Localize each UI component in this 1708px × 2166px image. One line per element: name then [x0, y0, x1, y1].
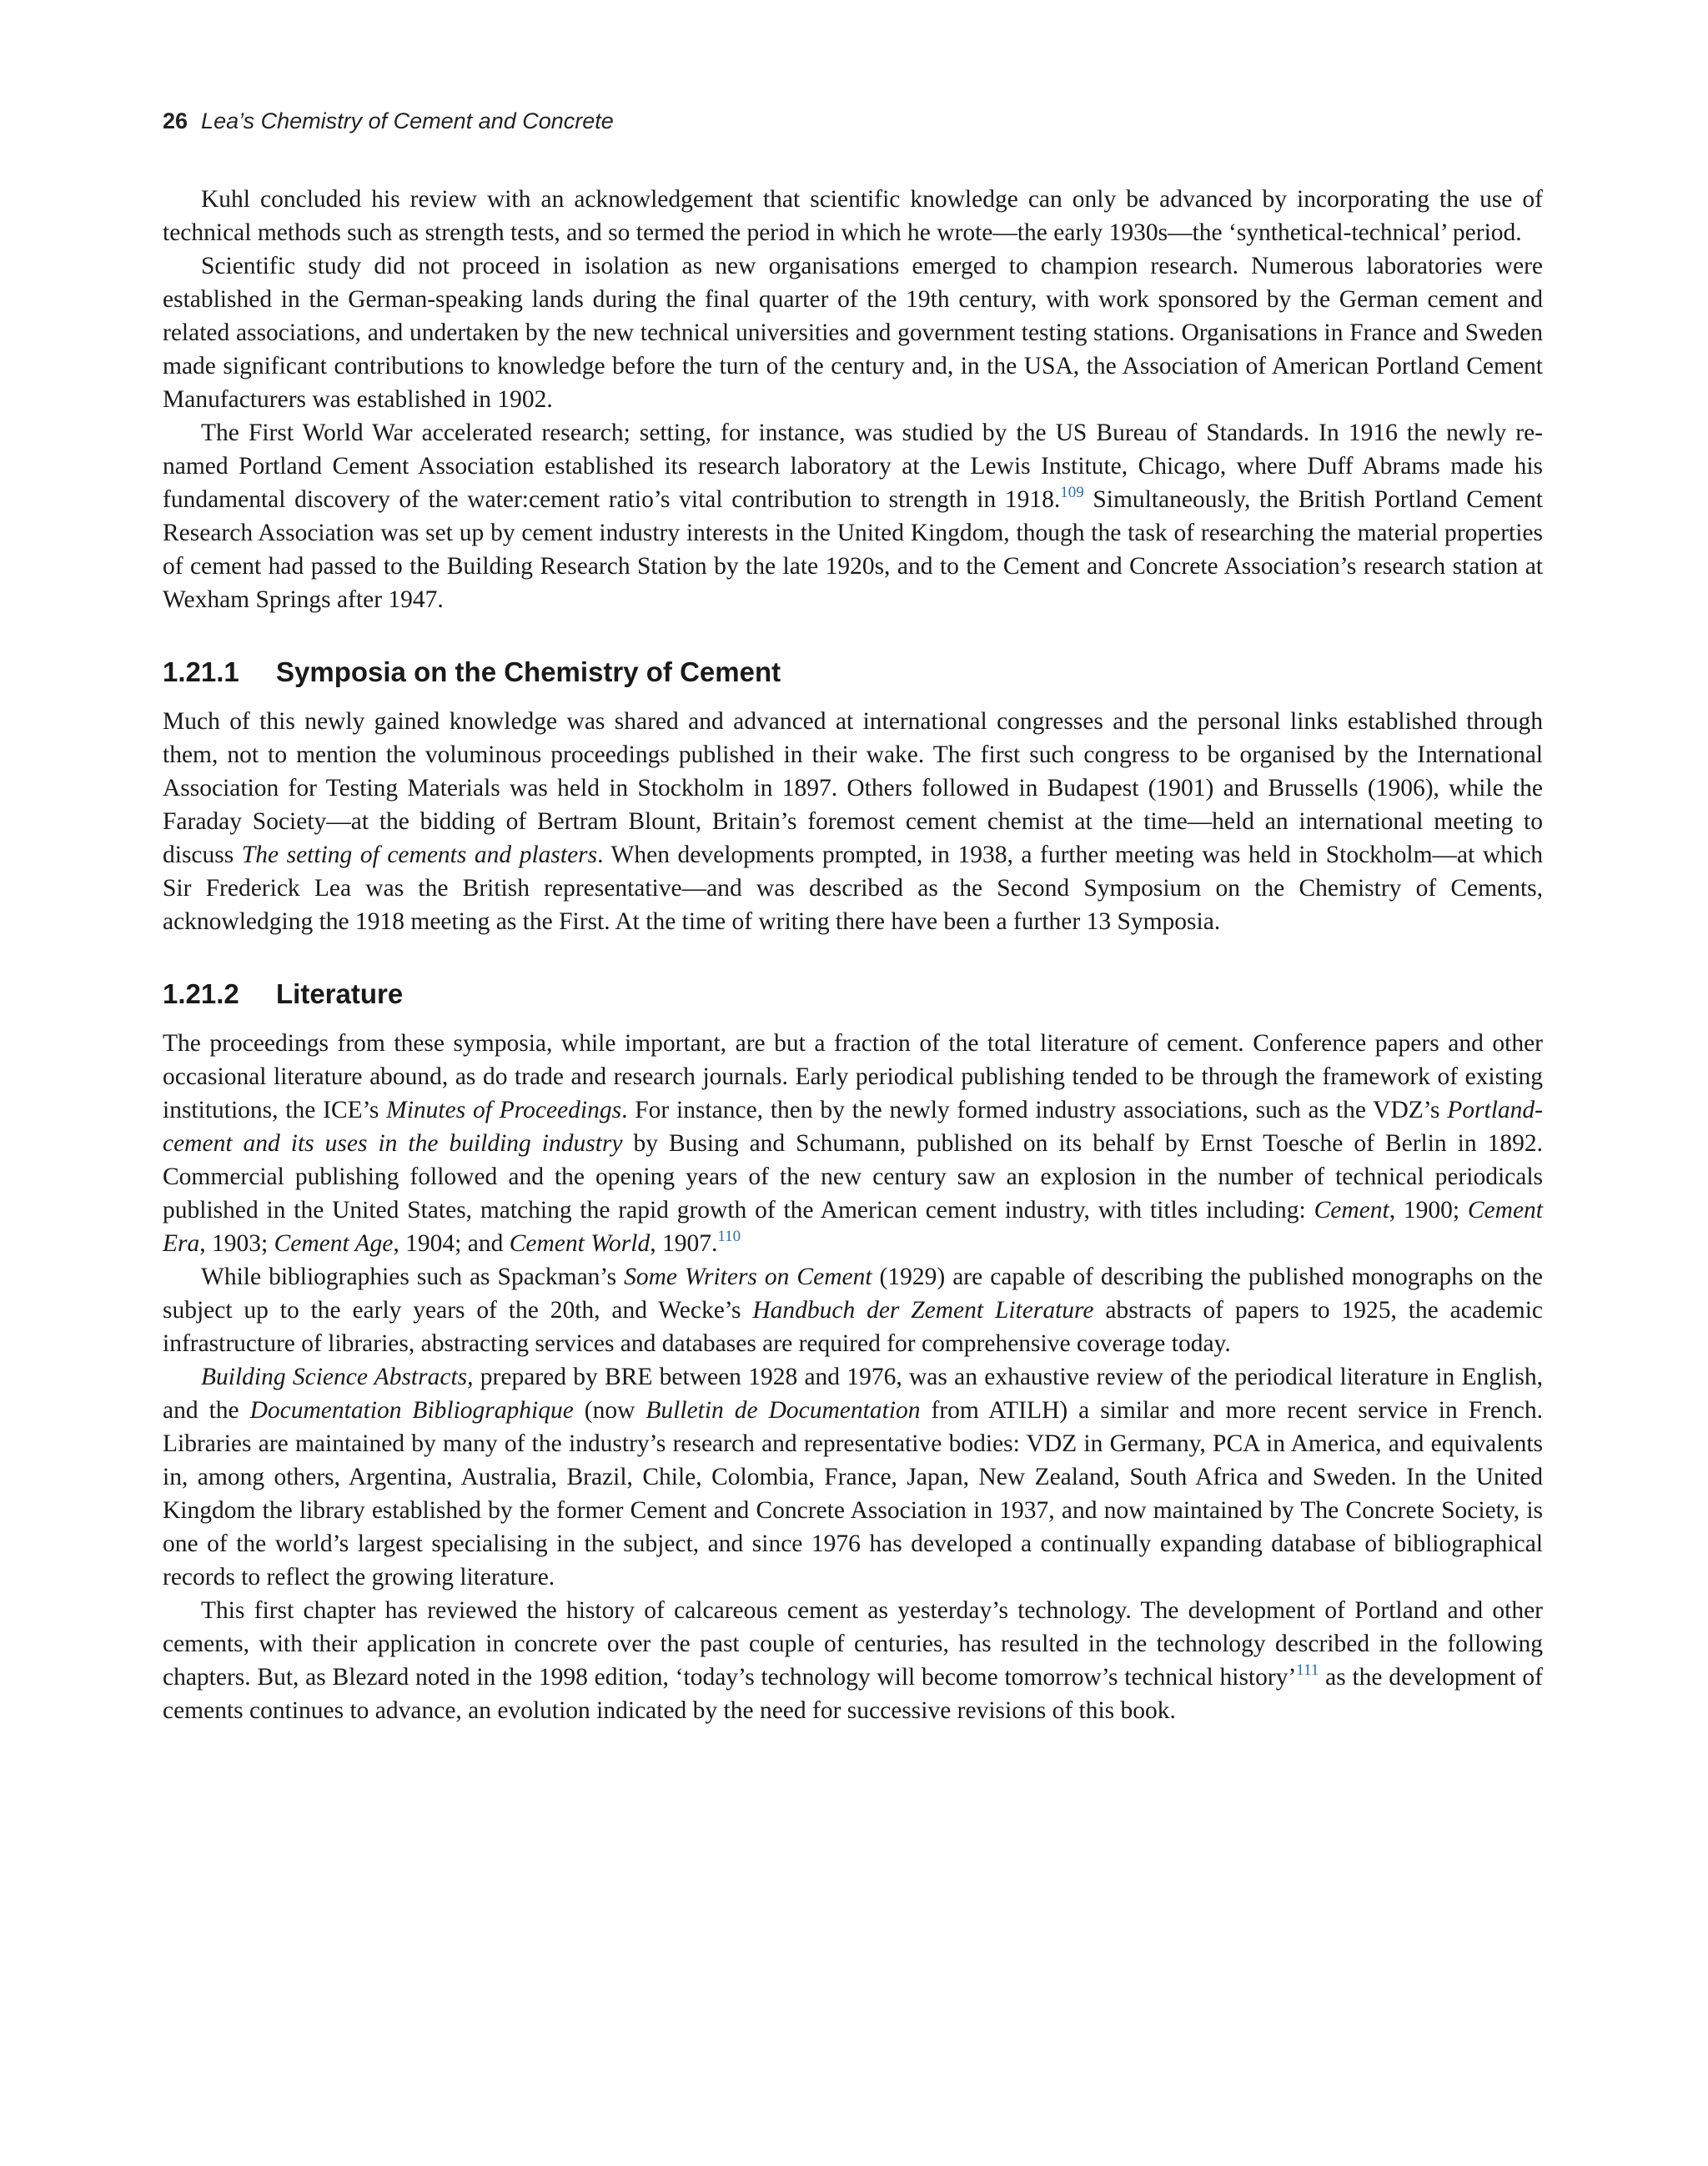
paragraph: Scientific study did not proceed in isolation as new organisations emerged to champion research. Numerous laboratories were established in the German-speaking lands during the final quarter of the 19th century, with work sponsored by the German cement and related associations, and undertaken by the new technical universities and government testing stations. Organisations in France and Sweden made significant contributions to knowledge before the turn of the century and, in the USA, the Association of American Portland Cement Manufacturers was established in 1902.	[163, 253, 1543, 413]
section-title: Symposia on the Chemistry of Cement	[276, 656, 781, 687]
paragraph: Much of this newly gained knowledge was shared and advanced at international congresses and the personal links established through them, not to mention the voluminous proceedings published in their wake. The first such congress to be organised by the International Association for Testing Materials was held in Stockholm in 1897. Others followed in Budapest (1901) and Brussells (1906), while the Faraday Society—at the bidding of Bertram Blount, Britain’s foremost cement chemist at the time—held an international meeting to discuss The setting of cements and plasters. When developments prompted, in 1938, a further meeting was held in Stockholm—at which Sir Frederick Lea was the British representative—and was described as the Second Symposium on the Chemistry of Cements, acknowledging the 1918 meeting as the First. At the time of writing there have been a further 13 Symposia.	[163, 708, 1543, 935]
page-number: 26	[163, 108, 188, 133]
section-title: Literature	[276, 978, 404, 1009]
paragraph: The First World War accelerated research; setting, for instance, was studied by the US Bureau of Standards. In 1916 the newly re-named Portland Cement Association established its research laboratory at the Lewis Institute, Chicago, where Duff Abrams made his fundamental discovery of the water:cement ratio’s vital contribution to strength in 1918.$^{109}$ Simultaneously, the British Portland Cement Research Association was set up by cement industry interests in the United Kingdom, though the task of researching the material properties of cement had passed to the Building Research Station by the late 1920s, and to the Cement and Concrete Association’s research station at Wexham Springs after 1947.	[163, 420, 1543, 613]
paragraph: This first chapter has reviewed the history of calcareous cement as yesterday’s technology. The development of Portland and other cements, with their application in concrete over the past couple of centuries, has resulted in the technology described in the following chapters. But, as Blezard noted in the 1998 edition, ‘today’s technology will become tomorrow’s technical history’$^{111}$ as the development of cements continues to advance, an evolution indicated by the need for successive revisions of this book.	[163, 1597, 1543, 1724]
section-number: 1.21.2	[163, 978, 239, 1009]
running-head	[163, 108, 1543, 134]
section-heading	[163, 978, 1543, 1010]
footnote-reference[interactable]: 110	[717, 1228, 741, 1245]
book-title: Lea’s Chemistry of Cement and Concrete	[201, 108, 614, 133]
paragraph: Kuhl concluded his review with an acknowledgement that scientific knowledge can only be advanced by incorporating the use of technical methods such as strength tests, and so termed the period in which he wrote—the early 1930s—the ‘synthetical-technical’ period.	[163, 186, 1543, 246]
footnote-reference[interactable]: 109	[1060, 484, 1084, 501]
book-page	[163, 108, 1543, 1727]
paragraph: Building Science Abstracts, prepared by BRE between 1928 and 1976, was an exhaustive review of the periodical literature in English, and the Documentation Bibliographique (now Bulletin de Documentation from ATILH) a similar and more recent service in French. Libraries are maintained by many of the industry’s research and representative bodies: VDZ in Germany, PCA in America, and equivalents in, among others, Argentina, Australia, Brazil, Chile, Colombia, France, Japan, New Zealand, South Africa and Sweden. In the United Kingdom the library established by the former Cement and Concrete Association in 1937, and now maintained by The Concrete Society, is one of the world’s largest specialising in the subject, and since 1976 has developed a continually expanding database of bibliographical records to reflect the growing literature.	[163, 1364, 1544, 1591]
paragraph: The proceedings from these symposia, while important, are but a fraction of the total literature of cement. Conference papers and other occasional literature abound, as do trade and research journals. Early periodical publishing tended to be through the framework of existing institutions, the ICE’s Minutes of Proceedings. For instance, then by the newly formed industry associations, such as the VDZ’s Portland-cement and its uses in the building industry by Busing and Schumann, published on its behalf by Ernst Toesche of Berlin in 1892. Commercial publishing followed and the opening years of the new century saw an explosion in the number of technical periodicals published in the United States, matching the rapid growth of the American cement industry, with titles including: Cement, 1900; Cement Era, 1903; Cement Age, 1904; and Cement World, 1907.$^{110}$	[163, 1030, 1543, 1257]
paragraph: While bibliographies such as Spackman’s Some Writers on Cement (1929) are capable of describing the published monographs on the subject up to the early years of the 20th, and Wecke’s Handbuch der Zement Literature abstracts of papers to 1925, the academic infrastructure of libraries, abstracting services and databases are required for comprehensive coverage today.	[163, 1264, 1543, 1357]
section-heading	[163, 656, 1543, 688]
footnote-reference[interactable]: 111	[1296, 1661, 1319, 1679]
section-number: 1.21.1	[163, 656, 239, 687]
